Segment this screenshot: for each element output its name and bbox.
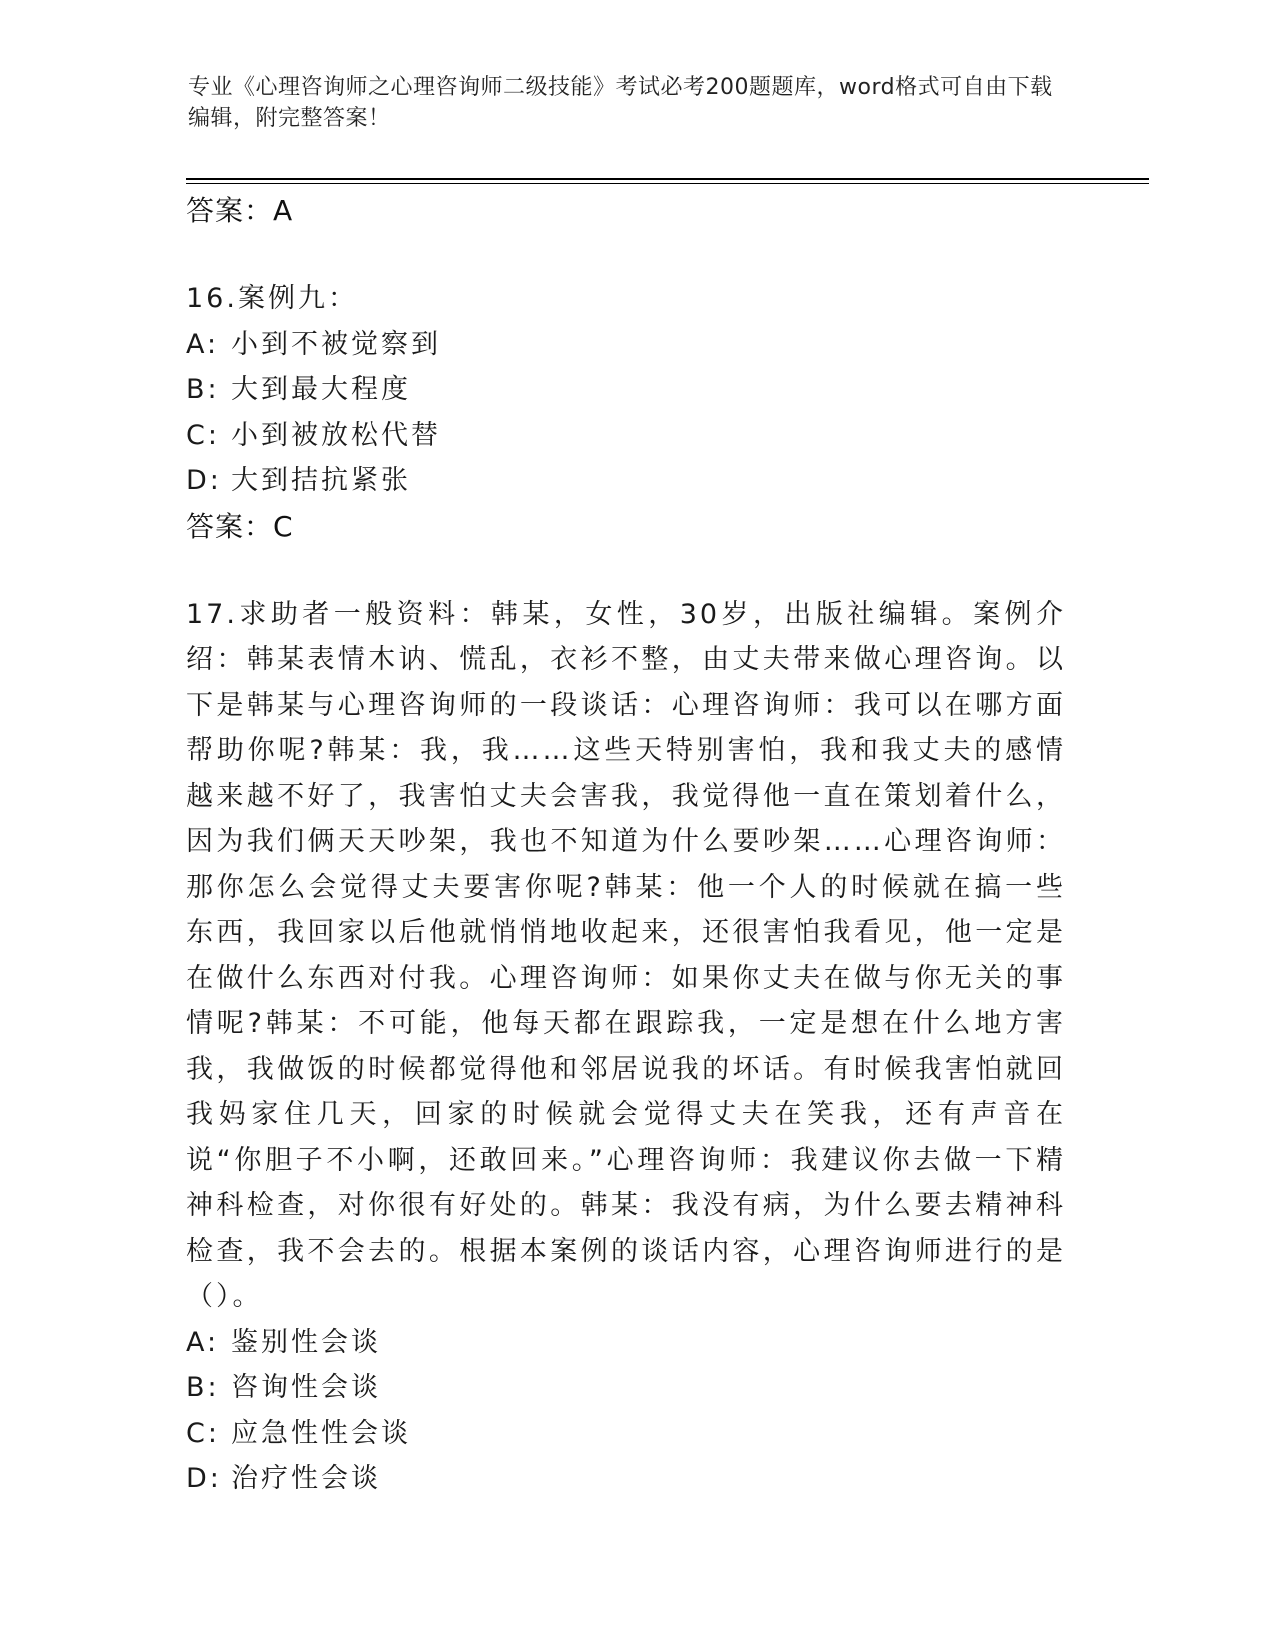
option-label: B: [186,1372,220,1403]
option-text: 大到拮抗紧张 [231,465,411,496]
question-stem: 16.案例九： [186,283,358,314]
option-a [186,1320,1086,1366]
option-label: A: [186,328,220,360]
header-divider-thin [186,183,1149,184]
option-text: 治疗性会谈 [231,1463,381,1494]
previous-answer: 答案：A [186,194,294,227]
option-b [186,1365,1086,1411]
option-a [186,322,1086,368]
question-stem: 17.求助者一般资料：韩某，女性，30岁，出版社编辑。案例介绍：韩某表情木讷、慌乱，衣衫不整，由丈夫带来做心理咨询。以下是韩某与心理咨询师的一段谈话：心理咨询师：我可以在哪方面帮助你呢?韩某：我，我……这些天特别害怕，我和我丈夫的感情越来越不好了，我害怕丈夫会害我，我觉得他一直在策划着什么，因为我们俩天天吵架，我也不知道为什么要吵架……心理咨询师：那你怎么会觉得丈夫要害你呢?韩某：他一个人的时候就在搞一些东西，我回家以后他就悄悄地收起来，还很害怕我看见，他一定是在做什么东西对付我。心理咨询师：如果你丈夫在做与你无关的事情呢?韩某：不可能，他每天都在跟踪我，一定是想在什么地方害我，我做饭的时候都觉得他和邻居说我的坏话。有时候我害怕就回我妈家住几天，回家的时候就会觉得丈夫在笑我，还有声音在说“你胆子不小啊，还敢回来。”心理咨询师：我建议你去做一下精神科检查，对你很有好处的。韩某：我没有病，为什么要去精神科检查，我不会去的。根据本案例的谈话内容，心理咨询师进行的是（）。 [186,598,1066,1312]
spacer [186,234,1086,276]
option-text: 大到最大程度 [231,374,411,405]
option-text: 鉴别性会谈 [231,1326,381,1358]
option-label: D: [186,465,222,496]
document-body [186,188,1086,1502]
option-d [186,1456,1086,1502]
option-label: B: [186,374,220,405]
option-c [186,413,1086,459]
option-label: C: [186,419,220,451]
option-label: A: [186,1326,220,1358]
option-label: D: [186,1463,222,1494]
option-text: 小到被放松代替 [231,419,441,451]
question-16 [186,276,1086,550]
header-divider-thick [186,178,1149,180]
option-c [186,1411,1086,1457]
question-17 [186,592,1086,1502]
option-text: 应急性性会谈 [231,1417,411,1449]
option-label: C: [186,1417,220,1449]
option-text: 小到不被觉察到 [231,328,441,360]
question-answer: 答案：C [186,509,294,543]
option-text: 咨询性会谈 [231,1372,381,1403]
spacer [186,550,1086,592]
document-header: 专业《心理咨询师之心理咨询师二级技能》考试必考200题题库，word格式可自由下载编辑，附完整答案！ [188,75,1053,131]
option-b [186,367,1086,413]
option-d [186,458,1086,504]
